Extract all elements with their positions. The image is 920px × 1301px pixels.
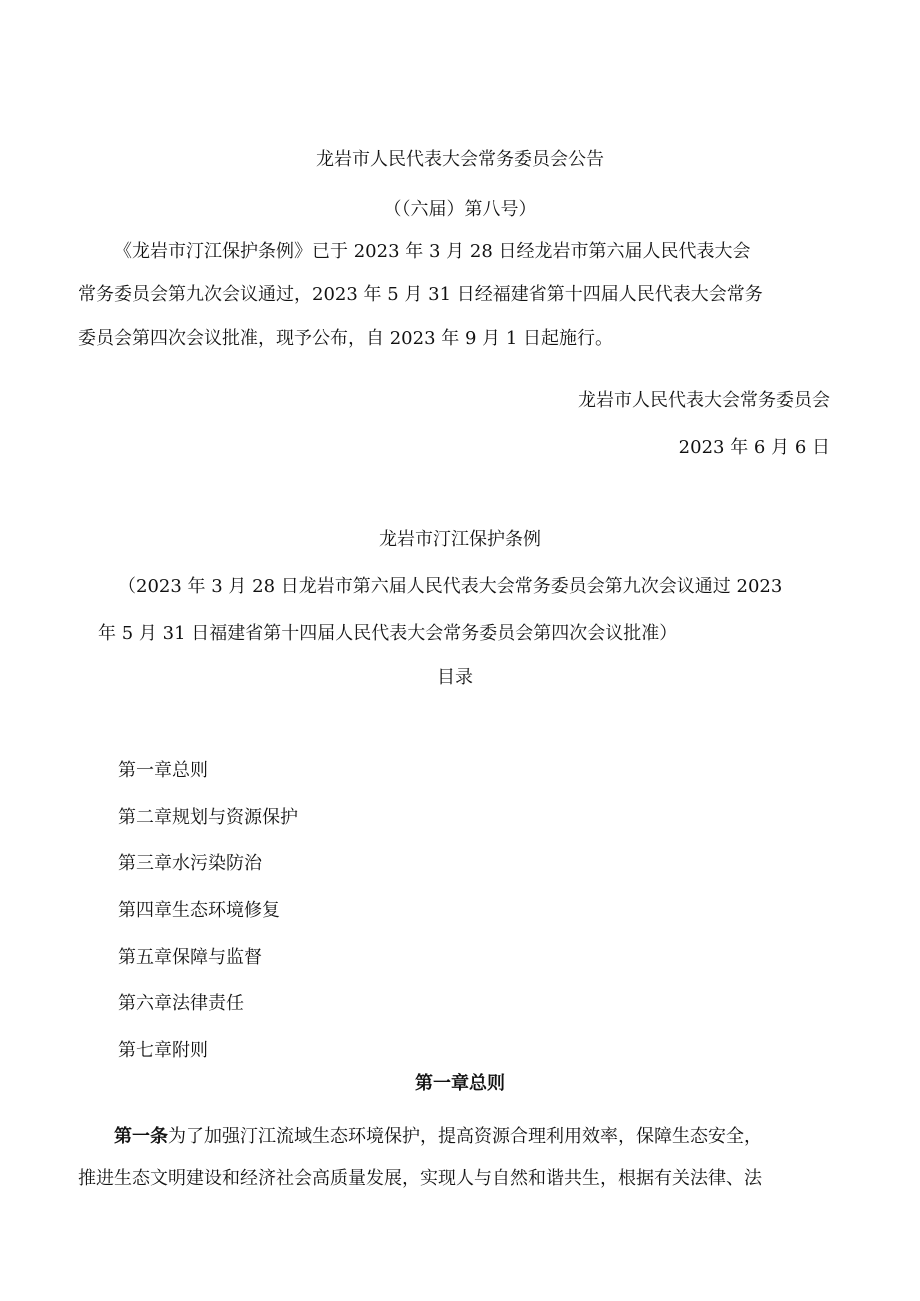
announcement-body-line: 常务委员会第九次会议通过，2023 年 5 月 31 日经福建省第十四届人民代表大会常务 bbox=[78, 284, 763, 305]
regulation-adoption-line: （2023 年 3 月 28 日龙岩市第六届人民代表大会常务委员会第九次会议通过 2023 bbox=[118, 576, 783, 597]
announcement-body-line: 《龙岩市汀江保护条例》已于 2023 年 3 月 28 日经龙岩市第六届人民代表大会 bbox=[114, 241, 751, 262]
toc-item-chapter-5: 第五章保障与监督 bbox=[118, 947, 262, 968]
announcement-date: 2023 年 6 月 6 日 bbox=[678, 437, 830, 458]
announcement-number: （（六届）第八号） bbox=[383, 199, 537, 220]
toc-item-chapter-4: 第四章生态环境修复 bbox=[118, 900, 280, 921]
toc-heading: 目录 bbox=[437, 667, 473, 688]
article-1-line: 推进生态文明建设和经济社会高质量发展，实现人与自然和谐共生，根据有关法律、法 bbox=[78, 1168, 762, 1189]
announcement-body-line: 委员会第四次会议批准，现予公布，自 2023 年 9 月 1 日起施行。 bbox=[78, 328, 614, 349]
announcement-signer: 龙岩市人民代表大会常务委员会 bbox=[578, 390, 830, 411]
article-text: 为了加强汀江流域生态环境保护，提高资源合理利用效率，保障生态安全， bbox=[168, 1126, 762, 1147]
regulation-title: 龙岩市汀江保护条例 bbox=[379, 529, 541, 550]
chapter-heading: 第一章总则 bbox=[415, 1073, 505, 1094]
toc-item-chapter-2: 第二章规划与资源保护 bbox=[118, 807, 298, 828]
toc-item-chapter-3: 第三章水污染防治 bbox=[118, 853, 262, 874]
regulation-adoption-line: 年 5 月 31 日福建省第十四届人民代表大会常务委员会第四次会议批准） bbox=[98, 623, 678, 644]
article-1-first-line bbox=[78, 1125, 838, 1149]
toc-item-chapter-6: 第六章法律责任 bbox=[118, 993, 244, 1014]
article-label: 第一条 bbox=[114, 1126, 168, 1147]
announcement-title: 龙岩市人民代表大会常务委员会公告 bbox=[316, 149, 604, 170]
toc-item-chapter-1: 第一章总则 bbox=[118, 760, 208, 781]
toc-item-chapter-7: 第七章附则 bbox=[118, 1040, 208, 1061]
